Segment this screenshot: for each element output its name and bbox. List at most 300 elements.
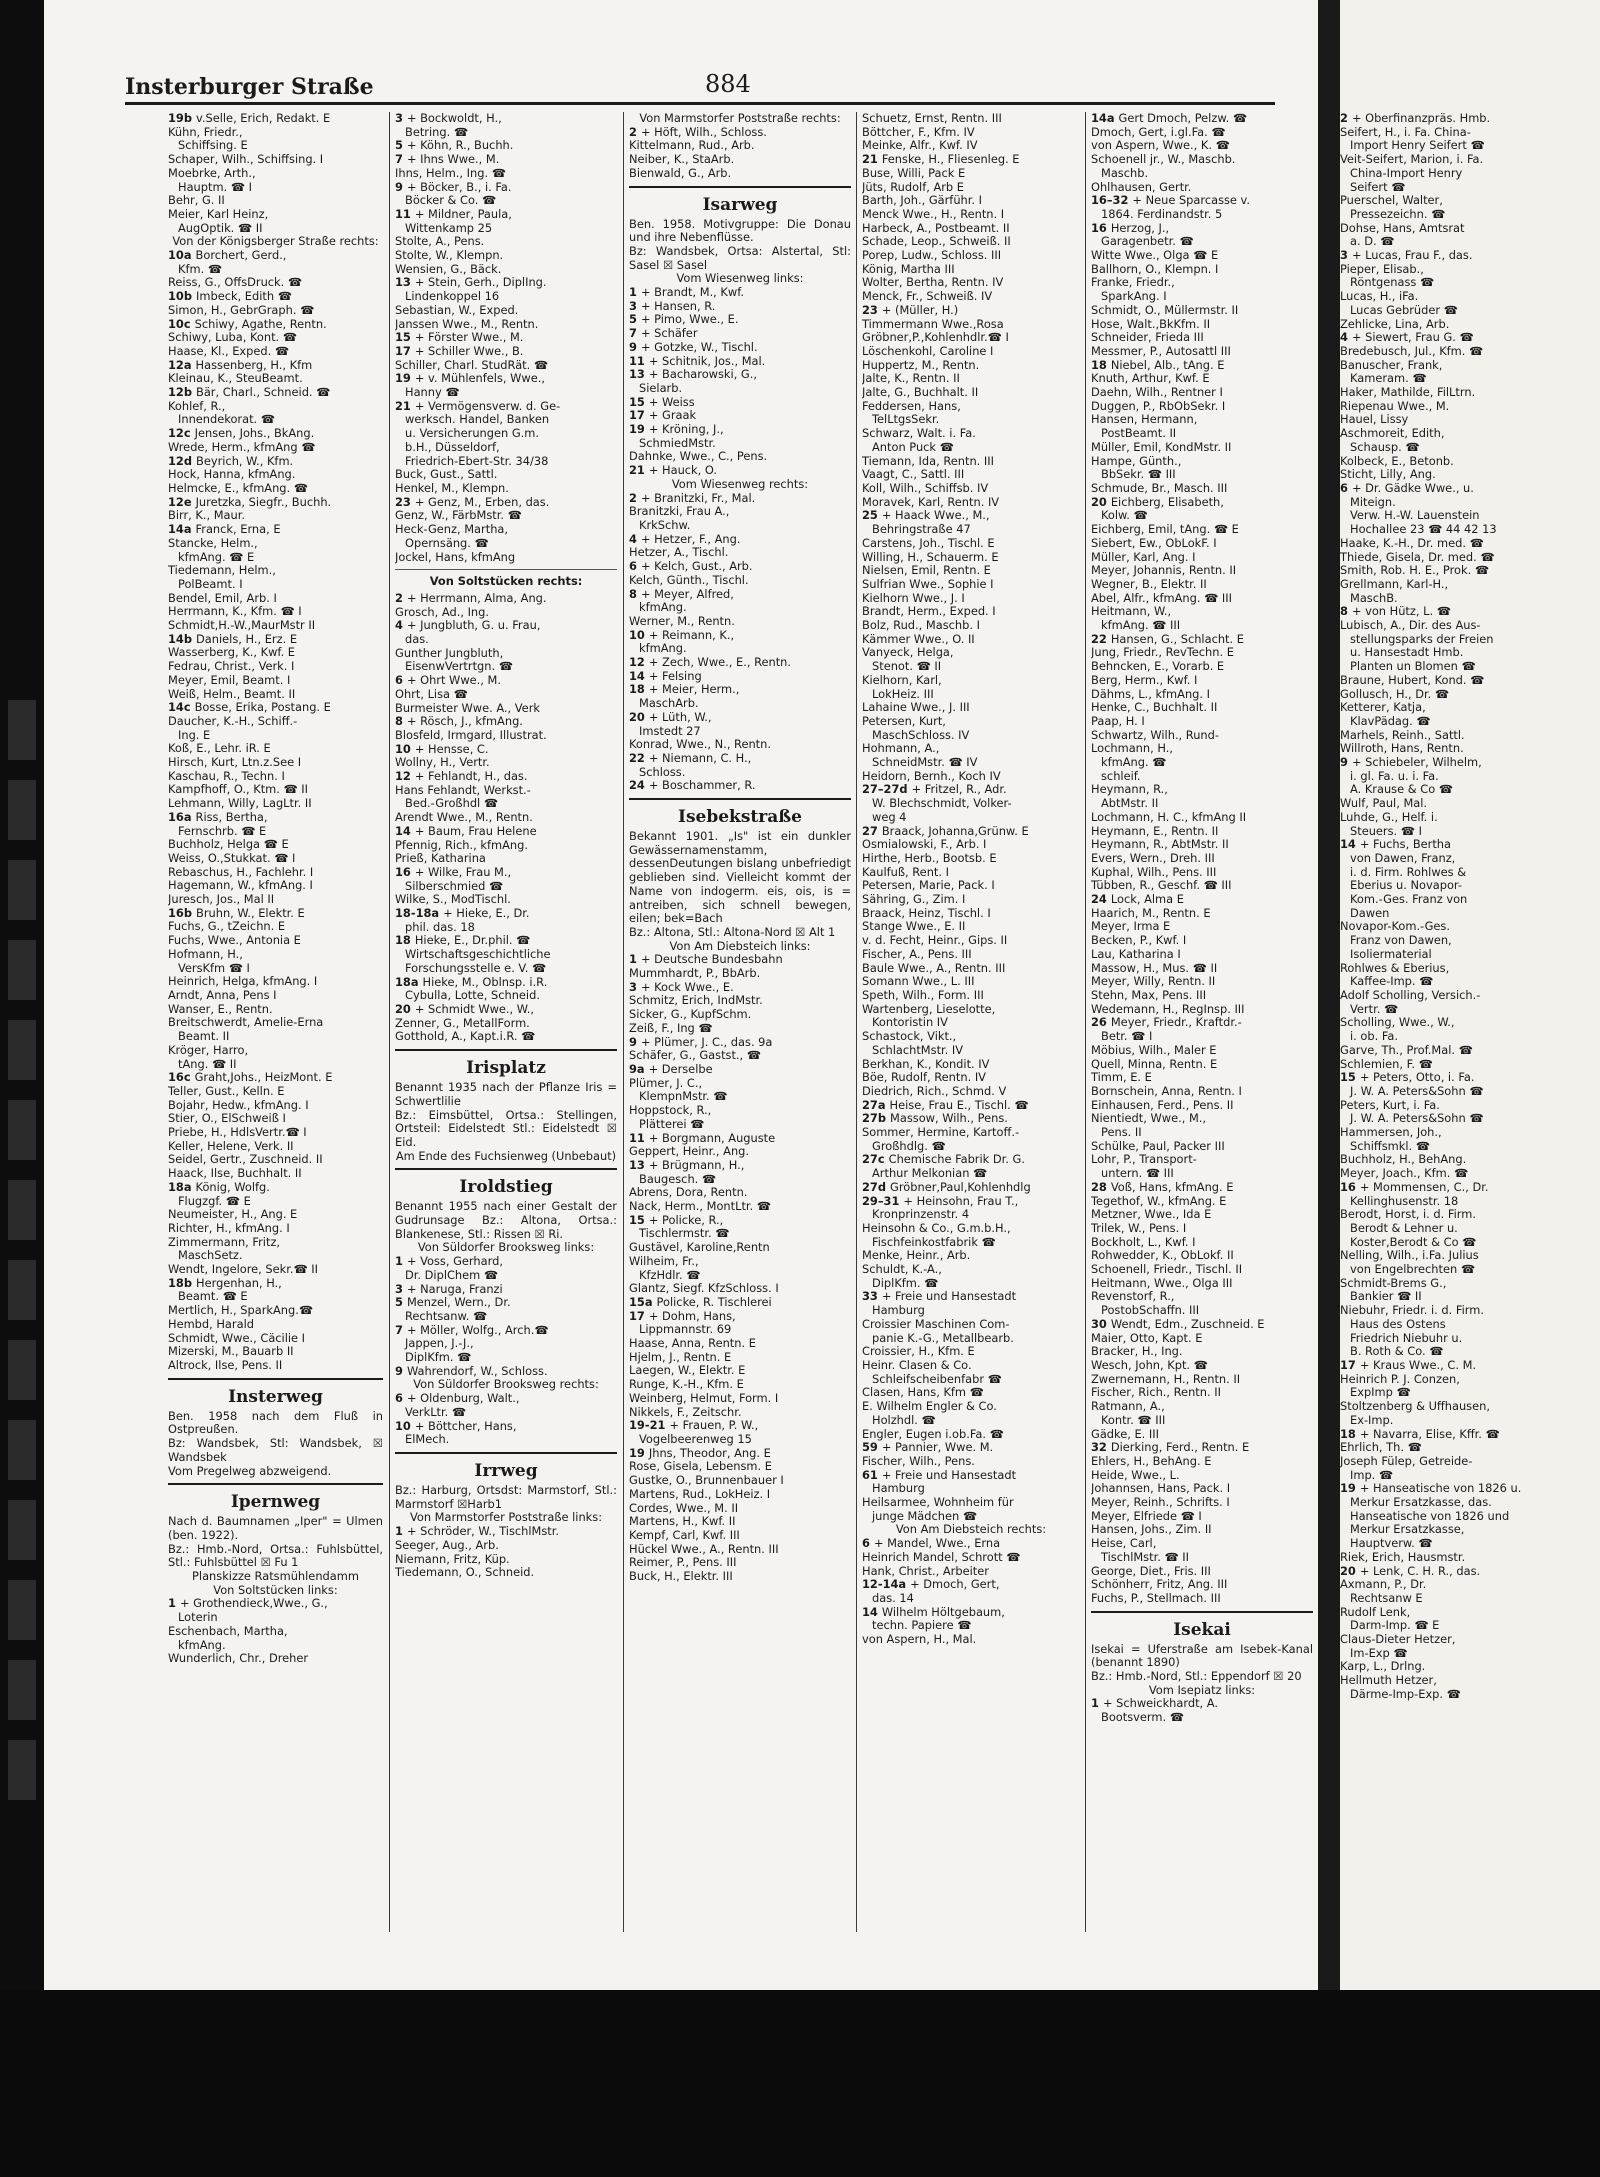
directory-entry	[629, 423, 851, 437]
directory-entry	[862, 838, 1080, 852]
directory-entry	[1091, 276, 1313, 290]
house-number: 16c	[168, 1071, 191, 1085]
entry-text: Hellmuth Hetzer,	[1340, 1674, 1437, 1688]
house-number: 12d	[168, 454, 193, 468]
section-rule	[168, 1378, 383, 1380]
entry-text: + Zech, Wwe., E., Rentn.	[648, 656, 792, 670]
directory-entry	[1091, 318, 1313, 332]
house-number: 5	[629, 313, 637, 327]
entry-text: + Oldenburg, Walt.,	[406, 1392, 520, 1406]
directory-entry	[395, 962, 617, 976]
entry-text: Lohr, P., Transport-	[1091, 1153, 1197, 1167]
house-number: 15	[629, 395, 645, 409]
entry-text: Dähms, L., kfmAng. I	[1091, 687, 1210, 701]
entry-text: Ing. E	[178, 728, 211, 742]
entry-text: + Dohm, Hans,	[648, 1309, 736, 1323]
entry-text: Cybulla, Lotte, Schneid.	[405, 989, 540, 1003]
directory-entry	[629, 327, 851, 341]
section-note: Vom Isepiatz links:	[1148, 1682, 1256, 1697]
entry-text: techn. Papiere ☎	[872, 1619, 972, 1633]
directory-entry	[395, 1269, 617, 1283]
entry-text: Hank, Christ., Arbeiter	[862, 1564, 989, 1578]
directory-entry	[629, 368, 851, 382]
entry-text: Tübben, R., Geschf. ☎ III	[1091, 879, 1232, 893]
entry-text: Stier, O., ElSchweiß I	[168, 1112, 286, 1126]
entry-text: Kittelmann, Rud., Arb.	[629, 139, 755, 153]
directory-entry	[1091, 715, 1313, 729]
directory-entry	[1091, 167, 1313, 181]
directory-entry	[1091, 413, 1313, 427]
directory-entry	[1340, 742, 1590, 756]
directory-entry	[629, 1543, 851, 1557]
entry-text: Kempf, Carl, Kwf. III	[629, 1528, 740, 1542]
directory-entry	[862, 825, 1080, 839]
directory-entry	[168, 975, 383, 989]
directory-entry	[395, 948, 617, 962]
entry-text: Osmialowski, F., Arb. I	[862, 838, 987, 852]
directory-entry	[1340, 1277, 1590, 1291]
entry-text: Simon, H., GebrGraph. ☎	[168, 303, 315, 317]
directory-entry	[1340, 509, 1590, 523]
directory-entry	[168, 181, 383, 195]
house-number: 19	[629, 1446, 645, 1460]
entry-text: + Stein, Gerh., DiplIng.	[414, 276, 547, 290]
house-number: 7	[395, 1323, 403, 1337]
section-rule	[395, 1452, 617, 1454]
entry-text: Jung, Friedr., RevTechn. E	[1091, 646, 1234, 660]
entry-text: + Borgmann, Auguste	[648, 1131, 776, 1145]
entry-text: kfmAng. ☎	[1101, 756, 1167, 770]
entry-text: i. ob. Fa.	[1350, 1030, 1398, 1044]
directory-entry	[1340, 934, 1590, 948]
entry-text: Heinrich Mandel, Schrott ☎	[862, 1550, 1021, 1564]
directory-entry	[1091, 551, 1313, 565]
directory-entry	[395, 359, 617, 373]
entry-text: Opernsäng. ☎	[405, 536, 489, 550]
house-number: 17	[1340, 1358, 1356, 1372]
entry-text: Kröger, Harro,	[168, 1043, 249, 1057]
entry-text: Wasserberg, K., Kwf. E	[168, 646, 296, 660]
directory-entry	[168, 852, 383, 866]
entry-text: Lock, Alma E	[1110, 893, 1184, 907]
entry-text: Koll, Wilh., Schiffsb. IV	[862, 481, 989, 495]
entry-text: SparkAng. I	[1101, 290, 1167, 304]
entry-text: Hohmann, A.,	[862, 742, 940, 756]
entry-text: Friedrich-Ebert-Str. 34/38	[405, 454, 549, 468]
house-number: 22	[1091, 632, 1107, 646]
directory-entry	[629, 300, 851, 314]
entry-text: Hammersen, Joh.,	[1340, 1126, 1442, 1140]
house-number: 23	[395, 495, 411, 509]
house-number: 3	[629, 299, 637, 313]
entry-text: Hansen, Hermann,	[1091, 413, 1198, 427]
directory-entry	[629, 1159, 851, 1173]
directory-entry	[168, 1359, 383, 1373]
entry-text: Röntgenass ☎	[1350, 276, 1435, 290]
scan-artifact	[8, 700, 36, 1800]
section-rule	[395, 569, 617, 570]
house-number: 10	[395, 742, 411, 756]
entry-text: Zimmermann, Fritz,	[168, 1235, 281, 1249]
directory-entry	[395, 263, 617, 277]
street-description: Benannt 1955 nach einer Gestalt der Gudrunsage Bz.: Altona, Ortsa.: Blankenese, Stl.: Rissen ☒ Ri.	[395, 1199, 617, 1241]
directory-entry	[629, 1132, 851, 1146]
directory-entry	[395, 647, 617, 661]
entry-text: Sicker, G., KupfSchm.	[629, 1008, 752, 1022]
entry-text: Sommer, Hermine, Kartoff.-	[862, 1126, 1020, 1140]
entry-text: + Hetzer, F., Ang.	[640, 532, 741, 546]
directory-entry	[1091, 1414, 1313, 1428]
house-number: 7	[629, 327, 637, 341]
directory-entry	[862, 1112, 1080, 1126]
house-number: 6	[395, 674, 403, 688]
directory-entry	[1340, 1304, 1590, 1318]
entry-text: a. D. ☎	[1350, 235, 1395, 249]
directory-entry	[1091, 633, 1313, 647]
directory-entry	[862, 1510, 1080, 1524]
house-number: 26	[1091, 1016, 1107, 1030]
directory-entry	[1340, 962, 1590, 976]
entry-text: Keller, Helene, Verk. II	[168, 1139, 294, 1153]
directory-entry	[395, 139, 617, 153]
entry-text: + Lüth, W.,	[648, 710, 712, 724]
directory-entry	[1340, 1208, 1590, 1222]
directory-entry	[395, 619, 617, 633]
directory-entry	[1091, 879, 1313, 893]
directory-entry	[862, 893, 1080, 907]
entry-text: Bendel, Emil, Arb. I	[168, 591, 277, 605]
entry-text: MaschB.	[1350, 591, 1398, 605]
house-number: 14a	[168, 523, 192, 537]
entry-text: A. Krause & Co ☎	[1350, 783, 1453, 797]
section-note: Vom Wiesenweg rechts:	[671, 476, 809, 491]
entry-text: + Möller, Wolfg., Arch.☎	[406, 1323, 549, 1337]
directory-entry	[862, 715, 1080, 729]
directory-entry	[1340, 907, 1590, 921]
house-number: 6	[629, 560, 637, 574]
column-3	[629, 112, 851, 1972]
entry-text: + Fehlandt, H., das.	[414, 770, 528, 784]
entry-text: Schwartz, Wilh., Rund-	[1091, 728, 1219, 742]
directory-entry	[1091, 455, 1313, 469]
house-number: 3	[395, 112, 403, 125]
directory-entry	[862, 222, 1080, 236]
entry-text: Jhns, Theodor, Ang. E	[648, 1446, 771, 1460]
house-number: 19	[629, 423, 645, 437]
entry-text: Dmoch, Gert, i.gl.Fa. ☎	[1091, 125, 1226, 139]
directory-entry	[395, 1351, 617, 1365]
directory-entry	[1091, 1482, 1313, 1496]
entry-text: Scholling, Wwe., W.,	[1340, 1016, 1455, 1030]
directory-entry	[1091, 482, 1313, 496]
entry-text: + Kraus Wwe., C. M.	[1359, 1358, 1477, 1372]
directory-entry	[1091, 646, 1313, 660]
entry-text: Merkur Ersatzkasse,	[1350, 1523, 1465, 1537]
entry-text: Ihns, Helm., Ing. ☎	[395, 166, 506, 180]
directory-entry	[395, 345, 617, 359]
directory-entry	[1091, 1469, 1313, 1483]
entry-text: Loterin	[178, 1611, 218, 1625]
directory-entry	[168, 1263, 383, 1277]
directory-entry	[1091, 1345, 1313, 1359]
entry-text: + Peters, Otto, i. Fa.	[1359, 1071, 1475, 1085]
entry-text: Sielarb.	[639, 381, 683, 395]
directory-entry	[395, 400, 617, 414]
entry-text: Hjelm, J., Rentn. E	[629, 1350, 732, 1364]
entry-text: Lubisch, A., Dir. des Aus-	[1340, 619, 1481, 633]
entry-text: Koß, E., Lehr. iR. E	[168, 742, 271, 756]
entry-text: Daniels, H., Erz. E	[196, 632, 298, 646]
house-number: 15	[1340, 1071, 1356, 1085]
directory-entry	[629, 1269, 851, 1283]
entry-text: Meyer, Johannis, Rentn. II	[1091, 564, 1237, 578]
house-number: 24	[1091, 893, 1107, 907]
entry-text: China-Import Henry	[1350, 166, 1463, 180]
section-note: Vom Wiesenweg links:	[676, 271, 804, 286]
entry-text: Forschungsstelle e. V. ☎	[405, 961, 547, 975]
directory-entry	[395, 386, 617, 400]
section-note: Von der Königsberger Straße rechts:	[172, 234, 379, 249]
entry-text: Hansen, G., Schlacht. E	[1110, 632, 1244, 646]
entry-text: Schmidt,H.-W.,MaurMstr II	[168, 619, 316, 633]
entry-text: Imbeck, Edith ☎	[196, 290, 292, 304]
directory-entry	[862, 1099, 1080, 1113]
entry-text: Löschenkohl, Caroline I	[862, 344, 994, 358]
entry-text: Martens, Rud., LokHeiz. I	[629, 1487, 771, 1501]
house-number: 13	[395, 276, 411, 290]
directory-entry	[1340, 1578, 1590, 1592]
house-number: 22	[629, 751, 645, 765]
entry-text: Garagenbetr. ☎	[1101, 235, 1194, 249]
entry-text: Mizerski, M., Bauarb II	[168, 1345, 294, 1359]
directory-entry	[1091, 674, 1313, 688]
street-heading: Isebekstraße	[678, 807, 802, 828]
directory-entry	[1091, 1332, 1313, 1346]
entry-text: Heymann, R.,	[1091, 783, 1168, 797]
house-number: 15a	[629, 1295, 653, 1309]
directory-entry	[629, 1474, 851, 1488]
entry-text: Sähring, G., Zim. I	[862, 893, 966, 907]
entry-text: Baugesch. ☎	[639, 1172, 717, 1186]
directory-entry	[395, 633, 617, 647]
entry-text: Eichberg, Emil, tAng. ☎ E	[1091, 523, 1239, 537]
directory-entry	[395, 276, 617, 290]
directory-entry	[1091, 181, 1313, 195]
directory-entry	[1340, 386, 1590, 400]
entry-text: Fischer, Wilh., Pens.	[862, 1454, 975, 1468]
entry-text: Kühn, Friedr.,	[168, 125, 243, 139]
entry-text: junge Mädchen ☎	[872, 1509, 978, 1523]
directory-entry	[629, 1378, 851, 1392]
subsection-heading: Von Soltstücken rechts:	[429, 574, 583, 589]
directory-entry	[1340, 468, 1590, 482]
directory-entry	[862, 1153, 1080, 1167]
directory-entry	[1091, 592, 1313, 606]
directory-entry	[629, 1118, 851, 1132]
directory-entry	[1340, 1455, 1590, 1469]
directory-entry	[395, 1420, 617, 1434]
entry-text: Joseph Fülep, Getreide-	[1340, 1454, 1473, 1468]
directory-entry	[1091, 1208, 1313, 1222]
entry-text: + Pannier, Wwe. M.	[881, 1441, 994, 1455]
entry-text: + Förster Wwe., M.	[414, 331, 524, 345]
entry-text: + Lenk, C. H. R., das.	[1359, 1564, 1481, 1578]
entry-text: Aschmoreit, Edith,	[1340, 427, 1445, 441]
directory-entry	[862, 1482, 1080, 1496]
directory-entry	[395, 921, 617, 935]
directory-entry	[395, 866, 617, 880]
directory-entry	[168, 633, 383, 647]
entry-text: Vertr. ☎	[1350, 1002, 1399, 1016]
directory-entry	[862, 112, 1080, 126]
directory-entry	[1340, 551, 1590, 565]
entry-text: Ohlhausen, Gertr.	[1091, 180, 1192, 194]
entry-text: Isoliermaterial	[1350, 947, 1432, 961]
entry-text: Wedemann, H., RegInsp. III	[1091, 1002, 1245, 1016]
directory-entry	[629, 1063, 851, 1077]
house-number: 14	[862, 1605, 878, 1619]
directory-entry	[862, 674, 1080, 688]
directory-entry	[168, 468, 383, 482]
directory-entry	[1091, 509, 1313, 523]
directory-entry	[1091, 1153, 1313, 1167]
house-number: 18	[629, 683, 645, 697]
entry-text: Hergenhan, H.,	[196, 1276, 282, 1290]
house-number: 29–31	[862, 1194, 900, 1208]
entry-text: Buse, Willi, Pack E	[862, 166, 966, 180]
directory-entry	[862, 1400, 1080, 1414]
directory-entry	[1340, 688, 1590, 702]
directory-entry	[862, 592, 1080, 606]
entry-text: Neumeister, H., Ang. E	[168, 1208, 298, 1222]
house-number: 27	[862, 824, 878, 838]
entry-text: Meyer, Reinh., Schrifts. I	[1091, 1496, 1230, 1510]
directory-entry	[168, 1597, 383, 1611]
entry-text: Fernschrb. ☎ E	[178, 824, 267, 838]
directory-entry	[395, 523, 617, 537]
entry-text: Somann Wwe., L. III	[862, 975, 975, 989]
directory-entry	[862, 1332, 1080, 1346]
directory-entry	[629, 1255, 851, 1269]
directory-entry	[168, 962, 383, 976]
directory-entry	[1340, 1386, 1590, 1400]
directory-entry	[629, 981, 851, 995]
entry-text: VersKfm ☎ I	[178, 961, 250, 975]
entry-text: Braack, Johanna,Grünw. E	[881, 824, 1029, 838]
directory-entry	[1340, 1263, 1590, 1277]
directory-entry	[629, 752, 851, 766]
entry-text: Borchert, Gerd.,	[195, 249, 287, 263]
entry-text: + Grothendieck,Wwe., G.,	[179, 1597, 328, 1611]
directory-entry	[1340, 1345, 1590, 1359]
entry-text: Engler, Eugen i.ob.Fa. ☎	[862, 1427, 1004, 1441]
entry-text: Im-Exp ☎	[1350, 1646, 1408, 1660]
directory-entry	[1340, 701, 1590, 715]
entry-text: Prieß, Katharina	[395, 852, 486, 866]
directory-entry	[168, 194, 383, 208]
directory-entry	[862, 742, 1080, 756]
directory-entry	[1340, 1167, 1590, 1181]
directory-entry	[395, 1406, 617, 1420]
directory-entry	[1091, 523, 1313, 537]
entry-text: Eschenbach, Martha,	[168, 1624, 288, 1638]
directory-entry	[1340, 578, 1590, 592]
entry-text: + Frauen, P. W.,	[669, 1419, 759, 1433]
directory-entry	[168, 1140, 383, 1154]
entry-text: i. d. Firm. Rohlwes &	[1350, 865, 1467, 879]
directory-entry	[862, 578, 1080, 592]
entry-text: Böcker & Co. ☎	[405, 194, 497, 208]
directory-entry	[862, 797, 1080, 811]
directory-entry	[168, 1153, 383, 1167]
entry-text: Rose, Gisela, Lebensm. E	[629, 1460, 772, 1474]
directory-entry	[1091, 797, 1313, 811]
entry-text: Nikkels, F., Zeitschr.	[629, 1405, 742, 1419]
directory-entry	[1091, 359, 1313, 373]
directory-entry	[862, 167, 1080, 181]
entry-text: + Reimann, K.,	[648, 628, 735, 642]
entry-text: Pens. II	[1101, 1126, 1142, 1140]
entry-text: + Brügmann, H.,	[648, 1158, 745, 1172]
directory-entry	[1091, 619, 1313, 633]
entry-text: Lippmannstr. 69	[639, 1323, 732, 1337]
directory-entry	[629, 1008, 851, 1022]
entry-text: Fenske, H., Fliesenleg. E	[881, 153, 1020, 167]
directory-entry	[1091, 578, 1313, 592]
directory-entry	[629, 953, 851, 967]
house-number: 8	[1340, 605, 1348, 619]
entry-text: Schuetz, Ernst, Rentn. III	[862, 112, 1002, 125]
entry-text: + Meier, Herm.,	[648, 683, 740, 697]
entry-text: VerkLtr. ☎	[405, 1405, 467, 1419]
house-number: 9a	[629, 1063, 645, 1076]
entry-text: Adolf Scholling, Versich.-	[1340, 989, 1481, 1002]
entry-text: Heinsohn & Co., G.m.b.H.,	[862, 1221, 1011, 1235]
entry-text: Heinrich P. J. Conzen,	[1340, 1372, 1460, 1386]
house-number: 5	[395, 139, 403, 153]
entry-text: i. gl. Fa. u. i. Fa.	[1350, 769, 1439, 783]
entry-text: Wollny, H., Vertr.	[395, 756, 490, 770]
house-number: 4	[1340, 331, 1348, 345]
directory-entry	[629, 574, 851, 588]
directory-entry	[862, 1249, 1080, 1263]
directory-entry	[395, 934, 617, 948]
directory-entry	[168, 934, 383, 948]
entry-text: Gröbner,Paul,Kohlenhdlg	[890, 1180, 1031, 1194]
directory-entry	[168, 304, 383, 318]
entry-text: Gröbner,P.,Kohlenhdlr.☎ I	[862, 331, 1009, 345]
entry-text: EisenwVertrtgn. ☎	[405, 660, 513, 674]
directory-entry	[862, 1058, 1080, 1072]
directory-entry	[629, 1515, 851, 1529]
entry-text: + Hauck, O.	[648, 464, 718, 478]
entry-text: Rohwedder, K., ObLokf. II	[1091, 1249, 1234, 1263]
entry-text: Böe, Rudolf, Rentn. IV	[862, 1071, 986, 1085]
entry-text: Rechtsanw E	[1350, 1591, 1423, 1605]
entry-text: KfzHdlr. ☎	[639, 1268, 701, 1282]
entry-text: + Hieke, E., Dr.	[443, 907, 530, 921]
column-divider	[1085, 112, 1086, 1932]
entry-text: PostobSchaffn. III	[1101, 1304, 1200, 1318]
directory-entry	[862, 1565, 1080, 1579]
directory-entry	[862, 934, 1080, 948]
house-number: 32	[1091, 1441, 1107, 1455]
directory-entry	[168, 1085, 383, 1099]
directory-entry	[1340, 1332, 1590, 1346]
section-rule	[168, 1483, 383, 1485]
entry-text: Massow, H., Mus. ☎ II	[1091, 961, 1218, 975]
house-number: 19b	[168, 112, 193, 125]
